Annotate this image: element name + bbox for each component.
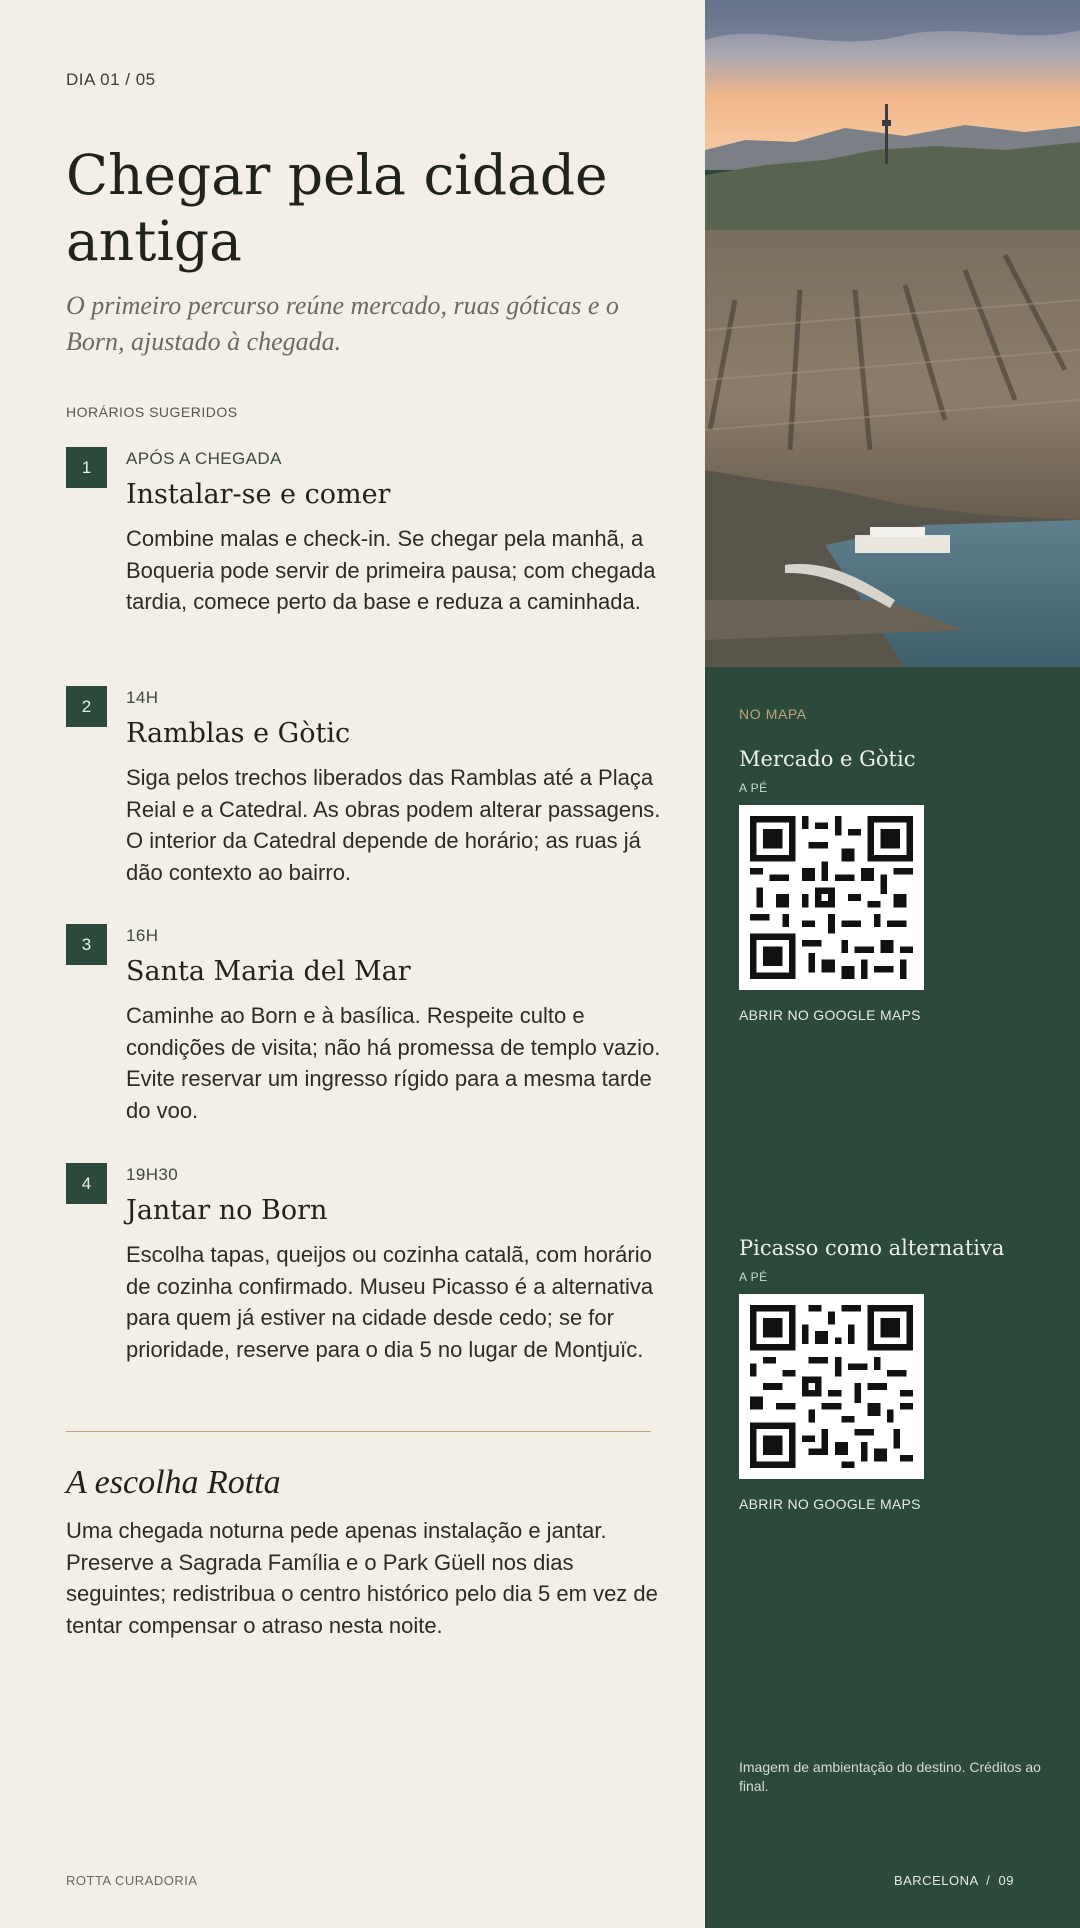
map-title: Mercado e Gòtic — [739, 747, 916, 771]
sidebar — [705, 0, 1080, 1928]
item-description: Caminhe ao Born e à basílica. Respeite culto e condições de visita; não há promessa de templo vazio. Evite reservar um ingresso rígido para a mesma tarde do voo. — [126, 1003, 661, 1123]
item-title: Instalar-se e comer — [126, 479, 391, 510]
qr-code-icon — [750, 816, 913, 979]
qr-code-icon[interactable] — [739, 805, 924, 990]
footer-location: BARCELONA — [893, 1873, 978, 1888]
city-aerial-illustration — [705, 0, 1080, 667]
item-description: Escolha tapas, queijos ou cozinha catalã, com horário de cozinha confirmado. Museu Picasso é a alternativa para quem já estiver na cidade desde cedo; se for prioridade, reserve para o dia 5 no lugar de Montjuïc. — [126, 1242, 654, 1362]
section-divider — [66, 1431, 651, 1432]
item-title: Jantar no Born — [126, 1195, 328, 1226]
item-time: 16H — [126, 926, 159, 945]
item-time: 19H30 — [126, 1165, 179, 1184]
footer-page-info — [894, 1873, 1014, 1888]
map-travel-mode: A PÉ — [739, 781, 768, 795]
image-credits: Imagem de ambientação do destino. Créditos ao final. — [739, 1759, 1041, 1794]
item-number-badge: 3 — [66, 924, 107, 965]
item-time: APÓS A CHEGADA — [126, 449, 282, 468]
footer-separator: / — [986, 1873, 991, 1888]
page-number: 09 — [998, 1873, 1014, 1888]
item-description: Combine malas e check-in. Se chegar pela manhã, a Boqueria pode servir de primeira pausa; com chegada tardia, comece perto da base e reduza a caminhada. — [126, 526, 656, 614]
open-google-maps-link[interactable]: ABRIR NO GOOGLE MAPS — [739, 1007, 921, 1023]
schedule-label: HORÁRIOS SUGERIDOS — [66, 404, 238, 420]
item-number-badge: 4 — [66, 1163, 107, 1204]
page-title: Chegar pela cidade antiga — [66, 143, 608, 273]
day-label: DIA 01 / 05 — [66, 70, 156, 89]
footer-brand: ROTTA CURADORIA — [66, 1873, 198, 1888]
item-number-badge: 2 — [66, 686, 107, 727]
qr-code-icon — [750, 1305, 913, 1468]
choice-description: Uma chegada noturna pede apenas instalação e jantar. Preserve a Sagrada Família e o Park Güell nos dias seguintes; redistribua o centro histórico pelo dia 5 em vez de tentar compensar o atraso nesta noite. — [66, 1518, 658, 1638]
map-section-label: NO MAPA — [739, 706, 807, 722]
item-title: Ramblas e Gòtic — [126, 718, 351, 749]
item-description: Siga pelos trechos liberados das Ramblas até a Plaça Reial e a Catedral. As obras podem alterar passagens. O interior da Catedral depende de horário; as ruas já dão contexto ao bairro. — [126, 765, 661, 885]
map-title: Picasso como alternativa — [739, 1236, 1005, 1260]
destination-photo — [705, 0, 1080, 667]
item-number-badge: 1 — [66, 447, 107, 488]
map-travel-mode: A PÉ — [739, 1270, 768, 1284]
item-time: 14H — [126, 688, 159, 707]
page-subtitle: O primeiro percurso reúne mercado, ruas góticas e o Born, ajustado à chegada. — [66, 291, 619, 356]
qr-code-icon[interactable] — [739, 1294, 924, 1479]
item-title: Santa Maria del Mar — [126, 956, 411, 987]
choice-title: A escolha Rotta — [66, 1464, 281, 1501]
open-google-maps-link[interactable]: ABRIR NO GOOGLE MAPS — [739, 1496, 921, 1512]
